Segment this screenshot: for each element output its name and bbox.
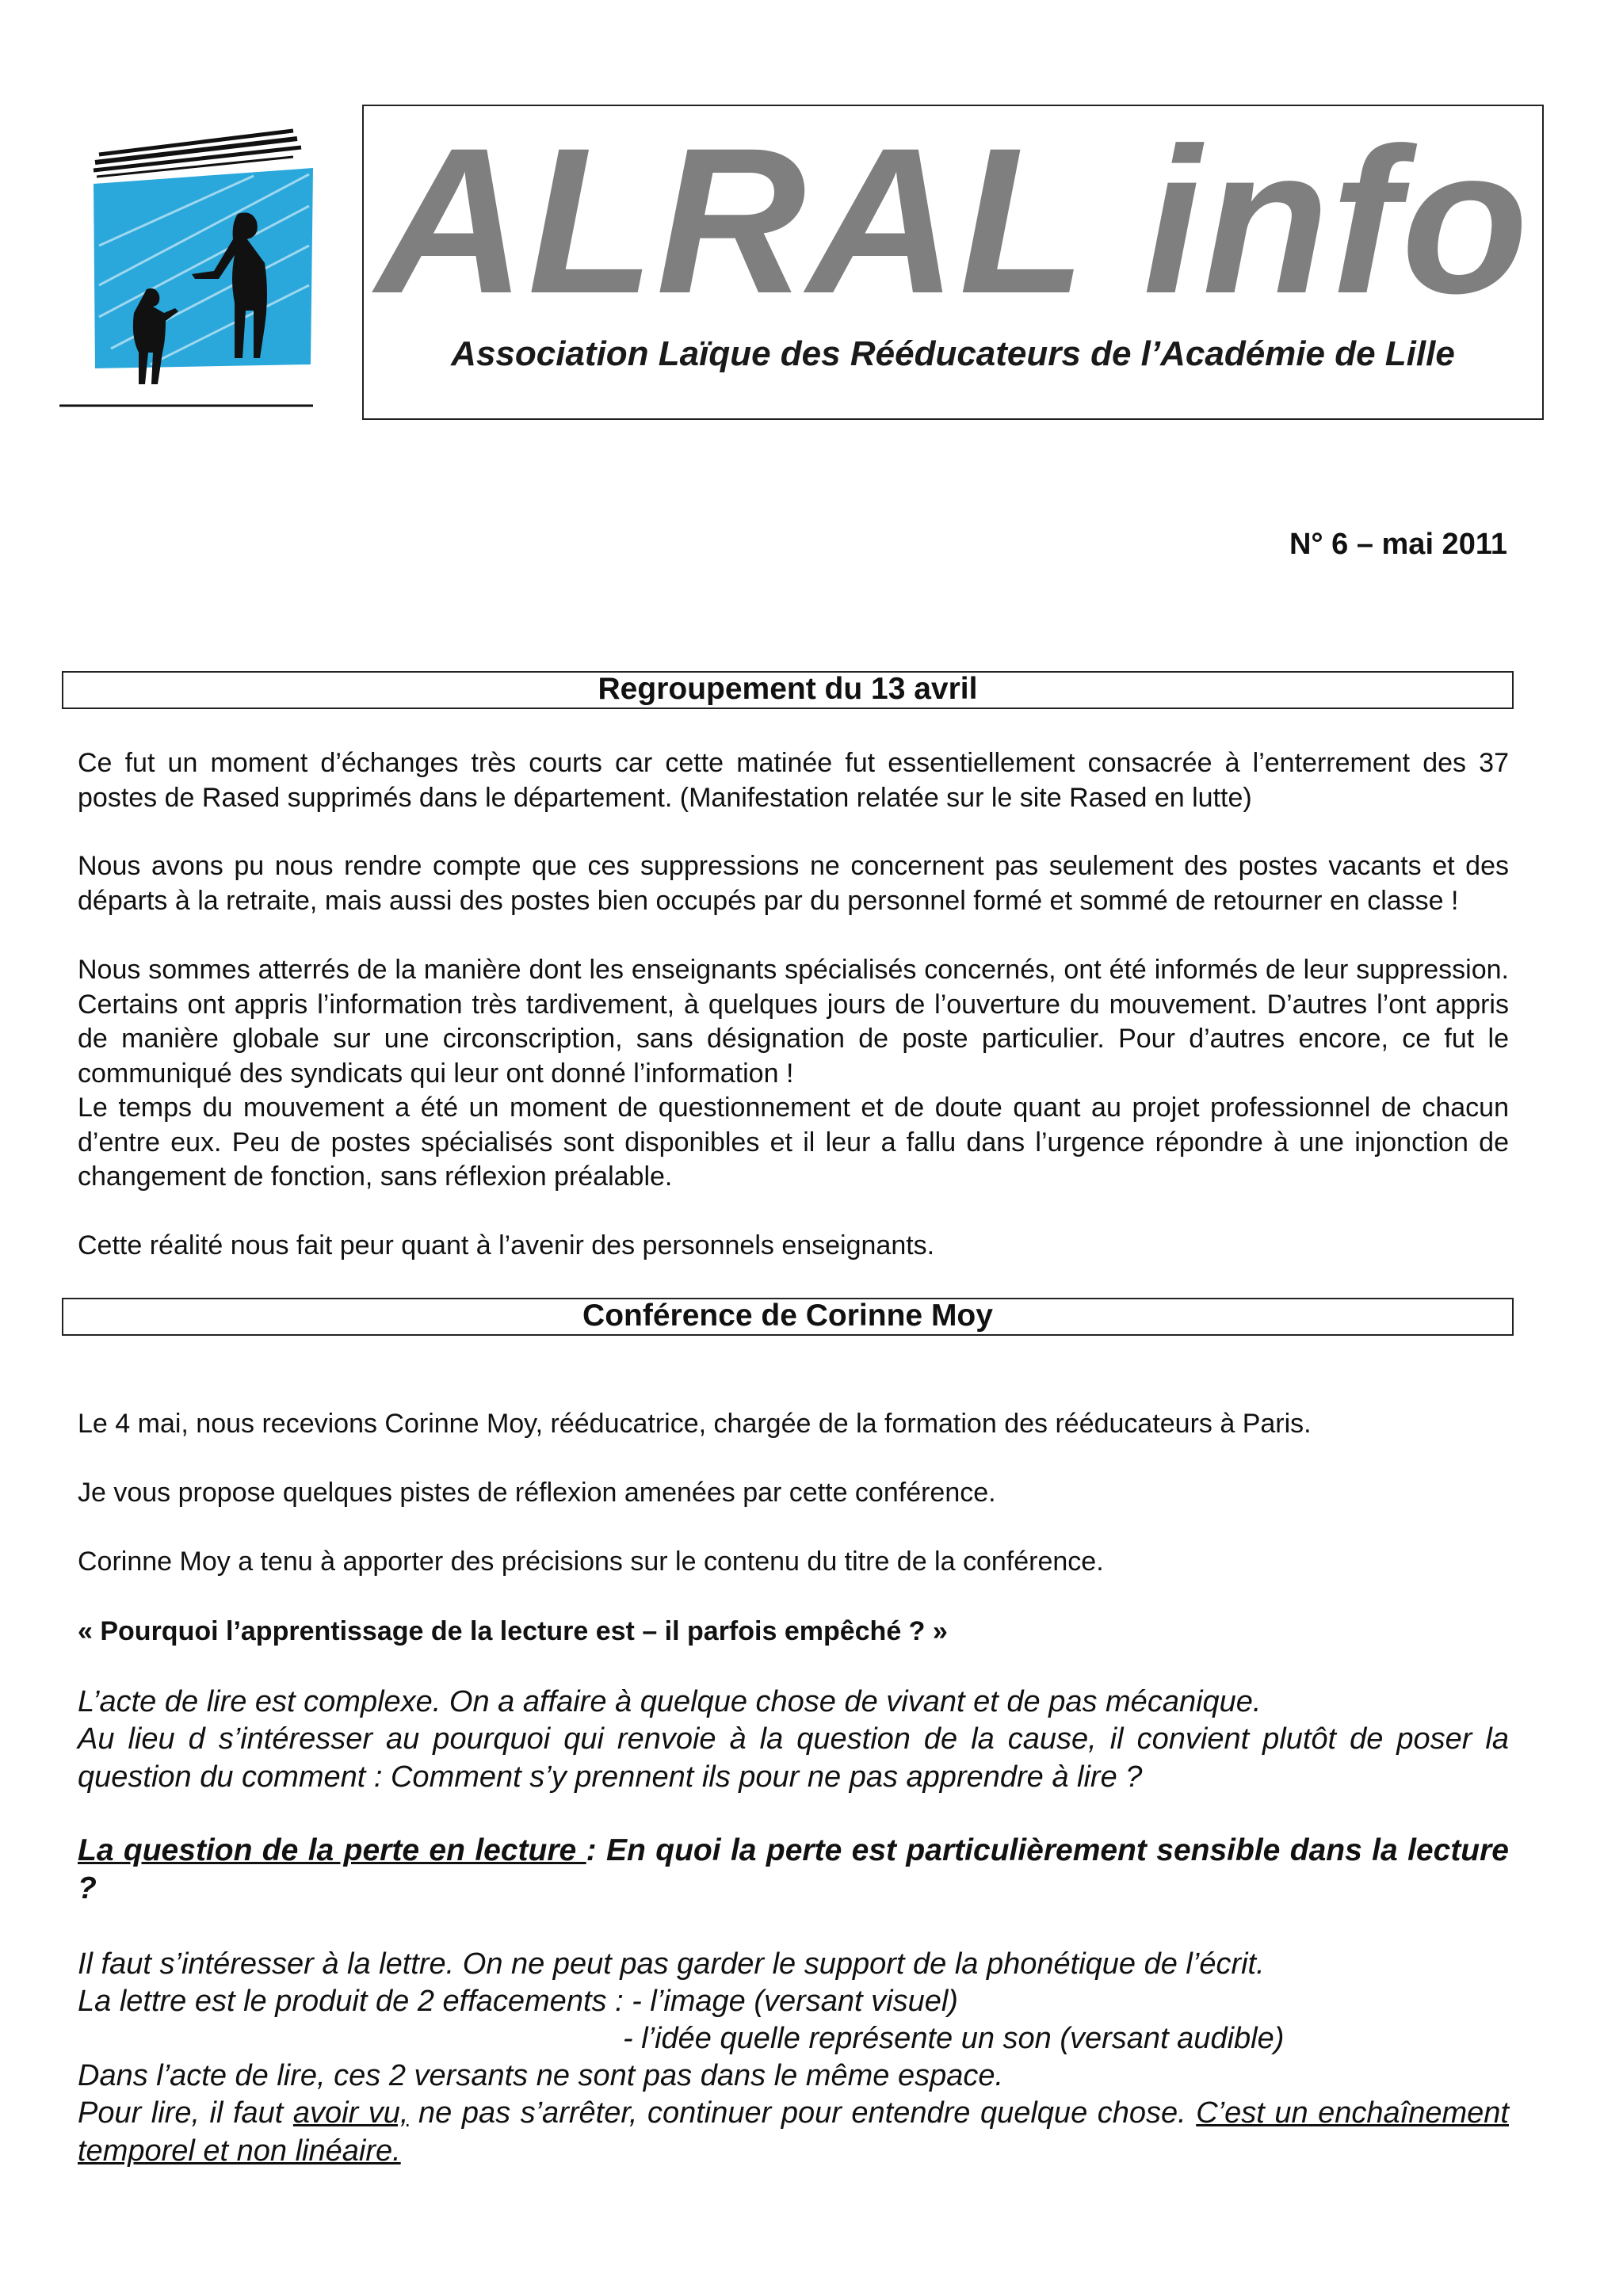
italic-line: Dans l’acte de lire, ces 2 versants ne sont pas dans le même espace. xyxy=(78,2059,1004,2092)
paragraph: Cette réalité nous fait peur quant à l’avenir des personnels enseignants. xyxy=(78,1230,935,1261)
issue-number: N° 6 – mai 2011 xyxy=(1289,528,1507,561)
subheading-perte xyxy=(78,1832,1509,1908)
logo xyxy=(55,127,325,412)
italic-paragraph xyxy=(78,2095,1509,2170)
italic-line: La lettre est le produit de 2 effacements : - l’image (versant visuel) xyxy=(78,1985,958,2018)
section-heading-regroupement: Regroupement du 13 avril xyxy=(62,671,1514,709)
subheading-perte-rest: : En quoi la perte est particulièrement sensible dans la lecture ? xyxy=(78,1833,1509,1905)
text-run-underlined: C’est un enchaînement temporel et non linéaire. xyxy=(78,2096,1509,2168)
paragraph: Nous avons pu nous rendre compte que ces suppressions ne concernent pas seulement des postes vacants et des départs à la retraite, mais aussi des postes bien occupés par du personnel formé et sommé de retourner en classe ! xyxy=(78,851,1509,916)
text-run: ne pas s’arrêter, continuer pour entendre quelque chose. xyxy=(408,2096,1197,2130)
conference-title-quote: « Pourquoi l’apprentissage de la lecture est – il parfois empêché ? » xyxy=(78,1616,948,1646)
logo-image xyxy=(55,127,325,412)
text-run-underlined: avoir vu, xyxy=(292,2096,409,2130)
paragraph: Je vous propose quelques pistes de réflexion amenées par cette conférence. xyxy=(78,1478,996,1508)
italic-paragraph: L’acte de lire est complexe. On a affaire à quelque chose de vivant et de pas mécanique. xyxy=(78,1685,1262,1718)
paragraph: Le 4 mai, nous recevions Corinne Moy, rééducatrice, chargée de la formation des rééducateurs à Paris. xyxy=(78,1409,1312,1439)
section-heading-conference: Conférence de Corinne Moy xyxy=(62,1298,1514,1336)
masthead xyxy=(362,105,1544,420)
italic-line: Il faut s’intéresser à la lettre. On ne peut pas garder le support de la phonétique de l’écrit. xyxy=(78,1947,1265,1981)
newsletter-title: ALRAL info xyxy=(376,105,1530,337)
text-run: Pour lire, il faut xyxy=(78,2096,293,2130)
italic-paragraph: Au lieu d s’intéresser au pourquoi qui renvoie à la question de la cause, il convient plutôt de poser la question du comment : Comment s’y prennent ils pour ne pas apprendre à lire ? xyxy=(78,1722,1509,1794)
paragraph: Corinne Moy a tenu à apporter des précisions sur le contenu du titre de la conférence. xyxy=(78,1547,1104,1577)
italic-line: - l’idée quelle représente un son (versant audible) xyxy=(623,2022,1285,2055)
association-subtitle: Association Laïque des Rééducateurs de l’Académie de Lille xyxy=(451,334,1455,373)
paragraph: Le temps du mouvement a été un moment de questionnement et de doute quant au projet professionnel de chacun d’entre eux. Peu de postes spécialisés sont disponibles et il leur a fallu dans l’urgence répondre à une injonction de changement de fonction, sans réflexion préalable. xyxy=(78,1093,1509,1192)
paragraph: Ce fut un moment d’échanges très courts car cette matinée fut essentiellement consacrée à l’enterrement des 37 postes de Rased supprimés dans le département. (Manifestation relatée sur le site Rased en lutte) xyxy=(78,748,1509,813)
paragraph: Nous sommes atterrés de la manière dont les enseignants spécialisés concernés, ont été informés de leur suppression. Certains ont appris l’information très tardivement, à quelques jours de l’ouverture du mouvement. D’autres l’ont appris de manière globale sur une circonscription, sans désignation de poste particulier. Pour d’autres encore, ce fut le communiqué des syndicats qui leur ont donné l’information ! xyxy=(78,955,1509,1089)
subheading-perte-underlined: La question de la perte en lecture xyxy=(78,1833,586,1867)
